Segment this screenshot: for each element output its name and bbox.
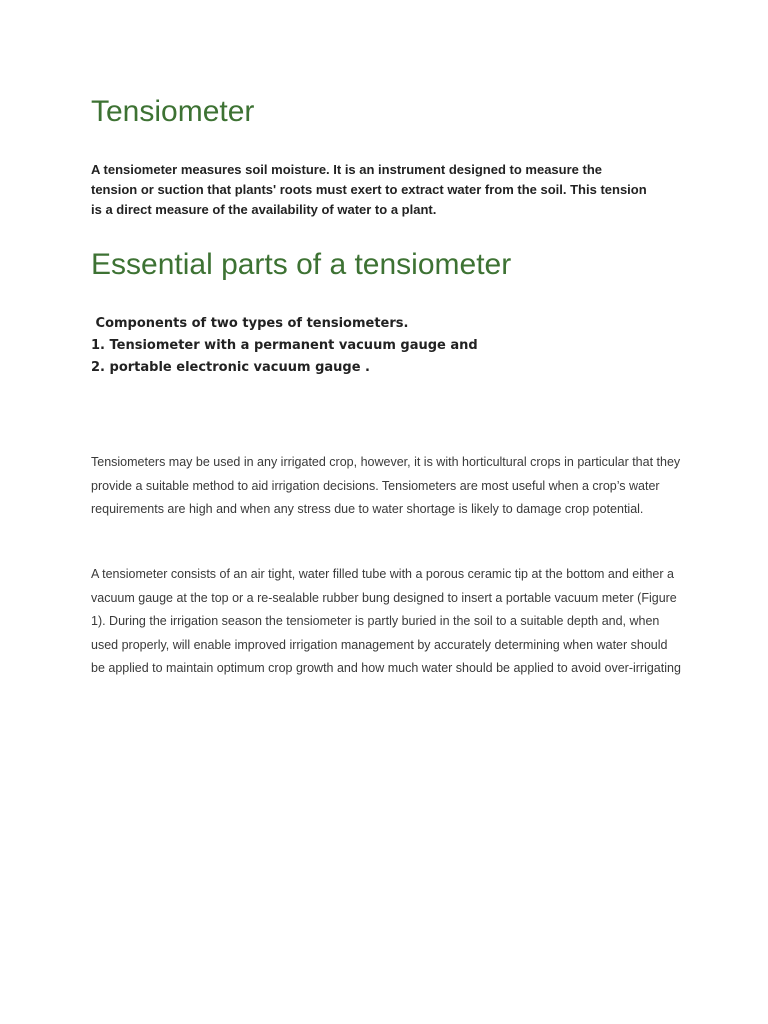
body-paragraph-1: Tensiometers may be used in any irrigated crop, however, it is with horticultural crops in particular that they provide a suitable method to aid irrigation decisions. Tensiometers are most useful when a crop’s water requirements are high and when any stress due to water shortage is likely to damage crop potential. [91, 455, 681, 516]
section-heading-essential-parts: Essential parts of a tensiometer [91, 248, 512, 281]
components-list [91, 313, 651, 379]
body-paragraph-2: A tensiometer consists of an air tight, water filled tube with a porous ceramic tip at the bottom and either a vacuum gauge at the top or a re-sealable rubber bung designed to insert a portable vacuum meter (Figure 1). During the irrigation season the tensiometer is partly buried in the soil to a suitable depth and, when used properly, will enable improved irrigation management by accurately determining when water should be applied to maintain optimum crop growth and how much water should be applied to avoid over-irrigating [91, 567, 681, 675]
components-item-1: 1. Tensiometer with a permanent vacuum gauge and [91, 338, 478, 353]
components-item-2: 2. portable electronic vacuum gauge . [91, 360, 370, 375]
components-title: Components of two types of tensiometers. [91, 316, 409, 331]
intro-paragraph: A tensiometer measures soil moisture. It is an instrument designed to measure the tension or suction that plants' roots must exert to extract water from the soil. This tension is a direct measure of the availability of water to a plant. [91, 162, 647, 217]
page-title: Tensiometer [91, 95, 255, 128]
